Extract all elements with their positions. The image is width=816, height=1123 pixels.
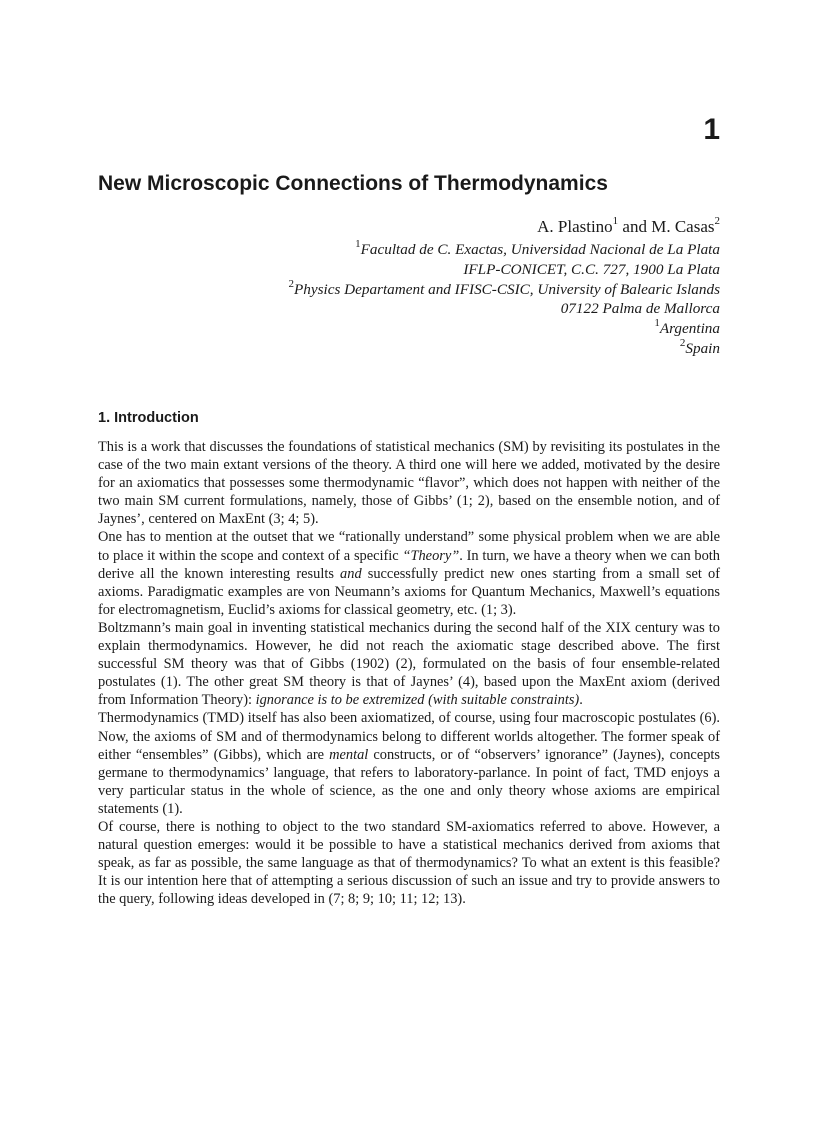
paragraph-2-part-a: One has to mention at the outset that we “rationally understand” some physical problem when we are able to place it within the scope and context of a specific <box>98 529 720 564</box>
paragraph-4-part-a: Thermodynamics (TMD) itself has also been axiomatized, of course, using four macroscopic postulates (6). Now, the axioms of SM and of thermodynamics belong to different worlds altogether. The former speak of either “ensembles” (Gibbs), which are <box>98 710 720 763</box>
author-2-sup: 2 <box>714 215 720 228</box>
author-1: A. Plastino <box>537 217 613 236</box>
affiliation-sup: 1 <box>355 237 361 250</box>
affiliation-line <box>98 277 720 300</box>
paragraph-4-part-c: constructs, or of “observers’ ignorance” (Jaynes), concepts germane to thermodynamics’ language, that refers to laboratory-parlance. In point of fact, TMD enjoys a very particular status in the whole of science, as the one and only theory whose axioms are empirical statements (1). <box>98 746 720 817</box>
paragraph-2 <box>98 528 720 618</box>
paragraph-2-emphasis-theory: “Theory” <box>402 547 460 564</box>
paragraph-3-part-a: Boltzmann’s main goal in inventing statistical mechanics during the second half of the XIX century was to explain thermodynamics. However, he did not reach the axiomatic stage described above. The first successful SM theory was that of Gibbs (1902) (2), formulated on the basis of four ensemble-related postulates (1). The other great SM theory is that of Jaynes’ (4), based upon the MaxEnt axiom (derived from Information Theory): <box>98 619 720 709</box>
affiliation-text: IFLP-CONICET, C.C. 727, 1900 La Plata <box>463 260 720 278</box>
paragraph-5: Of course, there is nothing to object to the two standard SM-axiomatics referred to above. However, a natural question emerges: would it be possible to have a statistical mechanics derived from axioms that speak, as far as possible, the same language as that of thermodynamics? To what an extent is this feasible? It is our intention here that of attempting a serious discussion of such an issue and try to provide answers to the query, following ideas developed in (7; 8; 9; 10; 11; 12; 13). <box>98 818 720 908</box>
paragraph-4-emphasis-mental: mental <box>329 746 369 763</box>
affiliation-text: 07122 Palma de Mallorca <box>560 300 720 318</box>
section-heading: 1. Introduction <box>98 410 199 426</box>
paragraph-3-emphasis-ignorance: ignorance is to be extremized (with suitable constraints) <box>255 692 580 709</box>
author-line <box>98 216 720 238</box>
affiliation-line <box>98 237 720 260</box>
affiliation-line <box>98 260 720 280</box>
affiliation-sup: 2 <box>288 277 294 290</box>
affiliation-line <box>98 299 720 319</box>
affiliation-line <box>98 319 720 339</box>
affiliation-line <box>98 336 720 359</box>
paragraph-2-part-e: successfully predict new ones starting from a small set of axioms. Paradigmatic examples are von Neumann’s axioms for Quantum Mechanics, Maxwell’s equations for electromagnetism, Euclid’s axioms for classical geometry, etc. (1; 3). <box>98 565 721 618</box>
authors-block <box>98 216 720 359</box>
chapter-number: 1 <box>703 113 720 146</box>
paragraph-4 <box>98 709 720 818</box>
chapter-title: New Microscopic Connections of Thermodynamics <box>98 172 608 195</box>
paragraph-2-emphasis-and: and <box>340 565 362 582</box>
paragraph-1: This is a work that discusses the foundations of statistical mechanics (SM) by revisiting its postulates in the case of the two main extant versions of the theory. A third one will here we added, motivated by the desire for an axiomatics that possesses some thermodynamic “flavor”, which does not happen with neither of the two main SM current formulations, namely, those of Gibbs’ (1; 2), based on the ensemble notion, and of Jaynes’, centered on MaxEnt (3; 4; 5). <box>98 439 720 528</box>
author-1-sup: 1 <box>612 215 619 228</box>
paragraph-3 <box>98 619 720 709</box>
affiliation-text: Spain <box>685 339 720 357</box>
author-conjunction: and <box>618 217 652 236</box>
paragraph-2-part-c: . In turn, we have a theory when we can both derive all the known interesting results <box>98 547 720 582</box>
affiliation-sup: 1 <box>654 317 660 330</box>
affiliation-sup: 2 <box>679 336 686 349</box>
author-2: M. Casas <box>651 217 715 236</box>
body-text <box>98 438 720 908</box>
affiliation-text: Physics Departament and IFISC-CSIC, University of Balearic Islands <box>293 280 720 298</box>
paragraph-3-part-c: . <box>579 692 583 709</box>
affiliation-text: Argentina <box>659 320 720 338</box>
affiliation-text: Facultad de C. Exactas, Universidad Nacional de La Plata <box>360 241 720 258</box>
